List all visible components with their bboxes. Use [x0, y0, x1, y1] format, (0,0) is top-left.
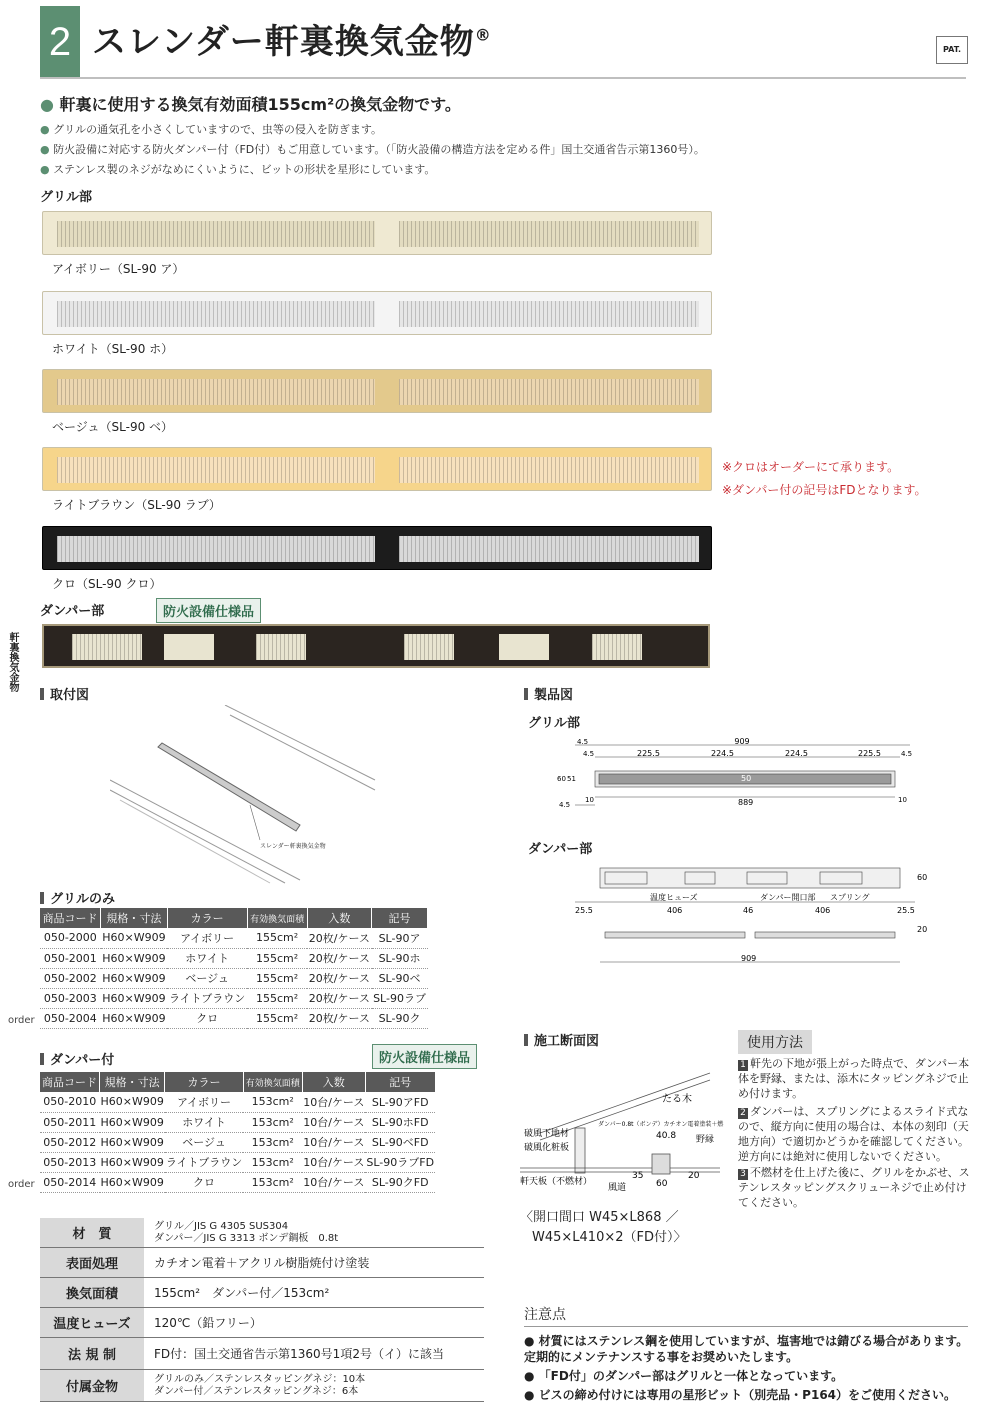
product-title: 製品図	[524, 684, 573, 703]
method-step	[738, 1104, 974, 1164]
table-row	[40, 1092, 435, 1112]
table-row	[40, 1152, 435, 1172]
table-cell: 10台/ケース	[302, 1132, 365, 1152]
column-header: 規格・寸法	[100, 1072, 165, 1092]
side-label: 軒裏換気金物	[7, 632, 18, 692]
table-cell: 10台/ケース	[302, 1112, 365, 1132]
grille-slot	[57, 221, 375, 247]
spec-row	[40, 1218, 484, 1248]
label-noki: 軒天板（不燃材）	[520, 1177, 593, 1187]
table-cell: H60×W909	[100, 1092, 165, 1112]
install-caption: スレンダー軒裏換気金物	[260, 843, 326, 850]
dim-h: 60	[917, 873, 928, 882]
table-cell: 050-2000	[40, 928, 101, 948]
bullet-icon: ●	[40, 95, 60, 114]
caution-title: 注意点	[524, 1307, 566, 1323]
grille-slot	[399, 301, 699, 327]
grille-photo	[42, 447, 712, 491]
spec-table	[40, 1218, 484, 1402]
table-cell: 155cm²	[247, 928, 307, 948]
damper-window	[404, 634, 454, 660]
dim-m10: 10	[585, 796, 594, 804]
table-cell: 153cm²	[243, 1132, 302, 1152]
grille-name: ホワイト（SL-90 ホ）	[52, 342, 174, 356]
table-cell: 050-2014	[40, 1172, 100, 1192]
dim-mid: 50	[741, 774, 752, 783]
label-hafu-base: 破風下地材	[524, 1129, 570, 1139]
install-title: 取付図	[40, 684, 89, 703]
header-divider	[40, 77, 966, 79]
damper-window	[592, 634, 642, 660]
table-cell: 050-2012	[40, 1132, 100, 1152]
product-grille-label: グリル部	[528, 716, 581, 731]
column-header: 商品コード	[40, 1072, 100, 1092]
step-text: ダンパーは、スプリングによるスライド式なので、縦方向に使用の場合は、本体の刻印（天地方向）で適切かどうかを確認してください。逆方向には絶対に使用しないでください。	[738, 1105, 969, 1163]
spec-key: 法 規 制	[40, 1338, 144, 1369]
table-cell: SL-90ア	[372, 928, 428, 948]
table-cell: 153cm²	[243, 1152, 302, 1172]
dim-edge: 4.5	[583, 750, 595, 758]
spec-key: 付属金物	[40, 1370, 144, 1401]
dim-408: 40.8	[656, 1131, 677, 1141]
column-header: 商品コード	[40, 908, 101, 928]
note-fd: ※ダンパー付の記号はFDとなります。	[722, 483, 927, 497]
damper-photo	[42, 624, 710, 668]
table-cell: H60×W909	[100, 1132, 165, 1152]
method-title: 使用方法	[738, 1030, 812, 1054]
spec-value: FD付：国土交通省告示第1360号1項2号（イ）に該当	[154, 1347, 444, 1361]
table-cell: H60×W909	[101, 988, 168, 1008]
table-cell: 20枚/ケース	[307, 1008, 371, 1028]
grille-slot	[399, 457, 699, 483]
bullet-icon: ●	[40, 143, 54, 156]
table-cell: H60×W909	[100, 1172, 165, 1192]
dim-20: 20	[688, 1171, 700, 1181]
order-mark: order	[8, 1015, 35, 1026]
table-cell: 20枚/ケース	[307, 988, 371, 1008]
caution-divider	[524, 1326, 968, 1327]
bullet-icon: ●	[524, 1388, 539, 1402]
dim-p2: 224.5	[711, 749, 734, 758]
damper-window	[164, 634, 214, 660]
caution-text: ビスの締め付けには専用の星形ビット（別売品・P164）をご使用ください。	[538, 1388, 957, 1402]
table-cell: 20枚/ケース	[307, 928, 371, 948]
dim-60: 60	[656, 1179, 668, 1189]
table-cell: 153cm²	[243, 1172, 302, 1192]
spec-value-cell	[144, 1278, 484, 1307]
table-cell: SL-90ラブFD	[365, 1152, 435, 1172]
label-damper-note: ダンパー0.8t（ボンデ）カチオン電着塗装＋燃	[598, 1121, 724, 1128]
label-nokien: 野縁	[696, 1135, 715, 1145]
fire-badge: 防火設備仕様品	[156, 598, 261, 623]
table-cell: ホワイト	[165, 1112, 243, 1132]
dim-m10: 10	[898, 796, 907, 804]
grille-photo	[42, 369, 712, 413]
caution-item	[524, 1387, 970, 1403]
label-fuse: 温度ヒューズ	[650, 893, 698, 902]
table-cell: アイボリー	[167, 928, 247, 948]
step-number: 3	[738, 1169, 748, 1180]
dim-t: 20	[917, 925, 928, 934]
table-cell: クロ	[165, 1172, 243, 1192]
feature-item	[40, 161, 435, 177]
grille-name: クロ（SL-90 クロ）	[52, 577, 162, 591]
grille-photo	[42, 526, 712, 570]
dim-total: 909	[741, 954, 757, 963]
column-header: 入数	[307, 908, 371, 928]
table-row	[40, 1132, 435, 1152]
spec-value-cell	[144, 1370, 484, 1401]
dim-p1: 225.5	[637, 749, 660, 758]
table-header	[40, 908, 428, 928]
bullet-icon: ●	[40, 163, 54, 176]
grill-only-title: グリルのみ	[40, 888, 115, 907]
spec-row	[40, 1338, 484, 1370]
grille-slot	[399, 536, 699, 562]
table-cell: H60×W909	[101, 948, 168, 968]
column-header: 有効換気面積	[243, 1072, 302, 1092]
table-cell: 20枚/ケース	[307, 948, 371, 968]
table-cell: SL-90ホFD	[365, 1112, 435, 1132]
spec-key: 表面処理	[40, 1248, 144, 1277]
table-row	[40, 1112, 435, 1132]
product-damper-label: ダンパー部	[528, 842, 593, 857]
damper-section-label: ダンパー部	[40, 604, 105, 619]
table-cell: 153cm²	[243, 1092, 302, 1112]
label-fudo: 風道	[608, 1183, 627, 1193]
dim-a: 406	[667, 906, 683, 915]
dim-h60: 60	[557, 775, 566, 783]
fire-badge: 防火設備仕様品	[372, 1044, 477, 1069]
column-header: カラー	[165, 1072, 243, 1092]
label-taruki: たる木	[662, 1094, 692, 1105]
spec-row	[40, 1278, 484, 1308]
table-cell: H60×W909	[100, 1152, 165, 1172]
column-header: 記号	[372, 908, 428, 928]
table-cell: 155cm²	[247, 968, 307, 988]
table-cell: ライトブラウン	[167, 988, 247, 1008]
column-header: 規格・寸法	[101, 908, 168, 928]
grille-slot	[399, 221, 699, 247]
spec-value-cell	[144, 1308, 484, 1337]
dim-c: 406	[815, 906, 831, 915]
feature-text: グリルの通気孔を小さくしていますので、虫等の侵入を防ぎます。	[53, 123, 383, 136]
grille-dimension-drawing	[555, 735, 925, 810]
feature-text: ステンレス製のネジがなめにくいように、ビットの形状を星形にしています。	[53, 163, 436, 176]
table-cell: SL-90クFD	[365, 1172, 435, 1192]
feature-item	[40, 141, 705, 157]
grille-photo	[42, 291, 712, 335]
opening-line1: 〈開口間口 W45×L868 ／	[520, 1210, 679, 1225]
step-text: 軒先の下地が張上がった時点で、ダンパー本体を野縁、または、添木にタッピングネジで止め付けます。	[738, 1057, 970, 1100]
spec-value: ダンパー／JIS G 3313 ボンデ鋼板 0.8t	[154, 1232, 339, 1244]
spec-key: 温度ヒューズ	[40, 1308, 144, 1337]
table-cell: クロ	[167, 1008, 247, 1028]
dim-total: 909	[734, 737, 750, 746]
damper-window	[256, 634, 306, 660]
spec-value: グリルのみ／ステンレスタッピングネジ：10本	[154, 1373, 366, 1385]
table-cell: 153cm²	[243, 1112, 302, 1132]
grille-slot	[57, 379, 375, 405]
damper-window	[499, 634, 549, 660]
section-diagram	[520, 1068, 730, 1196]
method-step	[738, 1165, 974, 1210]
label-hafu: 破風化粧板	[524, 1143, 570, 1153]
table-row	[40, 1008, 428, 1028]
grille-name: ベージュ（SL-90 ベ）	[52, 420, 174, 434]
label-open: ダンパー開口部	[760, 893, 816, 902]
grille-section-label: グリル部	[40, 190, 93, 205]
feature-item	[40, 121, 382, 137]
dim-edge: 4.5	[559, 801, 571, 809]
table-cell: 050-2010	[40, 1092, 100, 1112]
lead-text	[40, 92, 461, 115]
table-cell: 155cm²	[247, 948, 307, 968]
table-cell: 050-2002	[40, 968, 101, 988]
caution-item	[524, 1333, 970, 1365]
step-number: 1	[738, 1060, 748, 1071]
spec-row	[40, 1308, 484, 1338]
table-cell: 155cm²	[247, 988, 307, 1008]
table-row	[40, 968, 428, 988]
page-title	[92, 14, 492, 63]
spec-value-cell	[144, 1218, 484, 1247]
table-cell: SL-90ベFD	[365, 1132, 435, 1152]
damper-table-title: ダンパー付	[40, 1049, 114, 1068]
spec-key: 換気面積	[40, 1278, 144, 1307]
dim-35: 35	[632, 1171, 644, 1181]
step-text: 不燃材を仕上げた後に、グリルをかぶせ、ステンレスタッピングスクリューネジで止め付けてください。	[738, 1166, 970, 1209]
table-cell: ライトブラウン	[165, 1152, 243, 1172]
bullet-icon: ●	[40, 123, 54, 136]
opening-line2: W45×L410×2（FD付）〉	[532, 1230, 687, 1245]
dim-edge: 4.5	[901, 750, 913, 758]
grille-slot	[57, 301, 375, 327]
table-cell: 20枚/ケース	[307, 968, 371, 988]
grill-only-table	[40, 908, 428, 1029]
column-header: 入数	[302, 1072, 365, 1092]
grille-photo	[42, 211, 712, 255]
table-row	[40, 928, 428, 948]
table-cell: ベージュ	[167, 968, 247, 988]
spec-value: 120℃（鉛フリー）	[154, 1316, 262, 1330]
method-step	[738, 1056, 974, 1101]
spec-value: ダンパー付／ステンレスタッピングネジ：6本	[154, 1385, 359, 1397]
dim-r: 25.5	[897, 906, 915, 915]
column-header: 記号	[365, 1072, 435, 1092]
table-cell: SL-90ホ	[372, 948, 428, 968]
table-cell: 050-2013	[40, 1152, 100, 1172]
spec-value: カチオン電着＋アクリル樹脂焼付け塗装	[154, 1256, 370, 1270]
registered-mark: ®	[474, 25, 492, 45]
table-cell: 155cm²	[247, 1008, 307, 1028]
table-cell: 050-2001	[40, 948, 101, 968]
grille-name: ライトブラウン（SL-90 ラブ）	[52, 498, 221, 512]
dim-p3: 224.5	[785, 749, 808, 758]
table-cell: 050-2003	[40, 988, 101, 1008]
table-header	[40, 1072, 435, 1092]
step-number: 2	[738, 1108, 748, 1119]
page-title-text: スレンダー軒裏換気金物	[92, 22, 475, 62]
column-header: カラー	[167, 908, 247, 928]
grille-slot	[57, 457, 375, 483]
table-row	[40, 988, 428, 1008]
section-title: 施工断面図	[524, 1030, 599, 1049]
dim-h51: 51	[567, 775, 576, 783]
section-number: 2	[40, 6, 80, 78]
caution-text: 材質にはステンレス鋼を使用していますが、塩害地では錆びる場合があります。定期的にメンテナンスする事をお奨めいたします。	[524, 1334, 969, 1364]
bullet-icon: ●	[524, 1369, 539, 1383]
table-cell: H60×W909	[101, 968, 168, 988]
dim-inner: 889	[738, 798, 754, 807]
dim-p4: 225.5	[858, 749, 881, 758]
damper-dimension-drawing	[575, 862, 935, 972]
table-cell: 050-2011	[40, 1112, 100, 1132]
dim-edge: 4.5	[577, 738, 589, 746]
spec-value-cell	[144, 1338, 484, 1369]
pat-badge: PAT.	[936, 36, 968, 64]
table-cell: H60×W909	[101, 1008, 168, 1028]
grille-slot	[57, 536, 375, 562]
spec-value: 155cm² ダンパー付／153cm²	[154, 1286, 330, 1300]
table-cell: 10台/ケース	[302, 1172, 365, 1192]
spec-value: グリル／JIS G 4305 SUS304	[154, 1220, 289, 1232]
feature-text: 防火設備に対応する防火ダンパー付（FD付）もご用意しています。（「防火設備の構造方法を定める件」国土交通省告示第1360号）。	[53, 143, 705, 156]
spec-row	[40, 1370, 484, 1402]
order-mark: order	[8, 1179, 35, 1190]
table-cell: H60×W909	[101, 928, 168, 948]
column-header: 有効換気面積	[247, 908, 307, 928]
table-cell: 050-2004	[40, 1008, 101, 1028]
table-cell: SL-90アFD	[365, 1092, 435, 1112]
spec-value-cell	[144, 1248, 484, 1277]
damper-table	[40, 1072, 436, 1193]
table-row	[40, 948, 428, 968]
caution-text: 「FD付」のダンパー部はグリルと一体となっています。	[538, 1369, 844, 1383]
spec-key: 材 質	[40, 1218, 144, 1247]
dim-l: 25.5	[575, 906, 593, 915]
caution-item	[524, 1368, 970, 1384]
table-cell: ベージュ	[165, 1132, 243, 1152]
table-cell: SL-90ベ	[372, 968, 428, 988]
grille-name: アイボリー（SL-90 ア）	[52, 262, 185, 276]
install-diagram	[110, 705, 380, 885]
table-cell: SL-90ク	[372, 1008, 428, 1028]
table-cell: 10台/ケース	[302, 1152, 365, 1172]
note-kuro: ※クロはオーダーにて承ります。	[722, 460, 900, 474]
table-cell: ホワイト	[167, 948, 247, 968]
damper-window	[72, 634, 142, 660]
grille-slot	[399, 379, 699, 405]
label-spring: スプリング	[830, 893, 870, 902]
table-cell: SL-90ラブ	[372, 988, 428, 1008]
table-cell: 10台/ケース	[302, 1092, 365, 1112]
bullet-icon: ●	[524, 1334, 539, 1348]
table-cell: H60×W909	[100, 1112, 165, 1132]
lead-label: 軒裏に使用する換気有効面積155cm²の換気金物です。	[59, 95, 461, 114]
table-row	[40, 1172, 435, 1192]
spec-row	[40, 1248, 484, 1278]
dim-b: 46	[743, 906, 754, 915]
table-cell: アイボリー	[165, 1092, 243, 1112]
